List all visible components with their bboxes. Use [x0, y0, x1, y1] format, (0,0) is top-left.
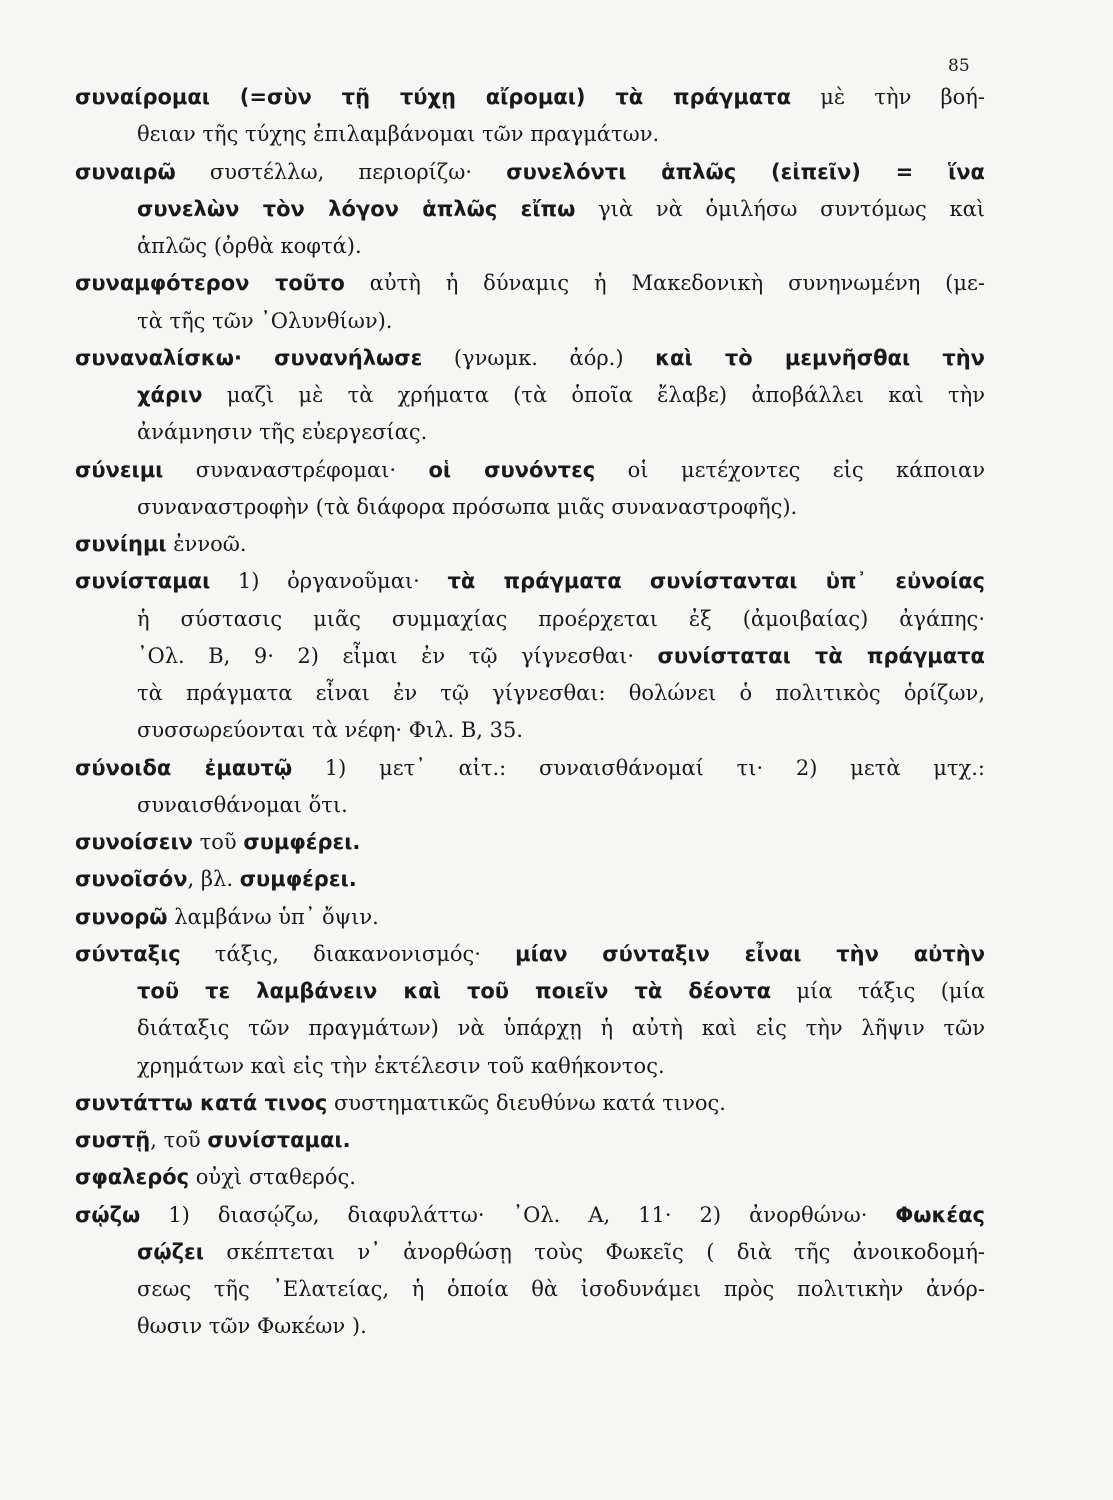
entry-continuation-line — [137, 979, 985, 1016]
dictionary-entries — [75, 85, 985, 1352]
entry-headword-line — [75, 756, 985, 793]
entry-continuation-line — [137, 718, 985, 755]
bold-term: συναναλίσκω· συνανήλωσε — [75, 345, 423, 370]
page-number: 85 — [948, 56, 970, 76]
definition-text: τοῦ — [192, 830, 244, 854]
entry-continuation-line — [137, 607, 985, 644]
bold-term: συναιρῶ — [75, 159, 176, 184]
entry-continuation-line — [137, 1054, 985, 1091]
bold-term: συνίσταται τὰ πράγματα — [657, 643, 985, 668]
bold-term: σύνειμι — [75, 457, 164, 482]
definition-text: , τοῦ — [150, 1128, 208, 1152]
entry-headword-line — [75, 830, 985, 867]
bold-term: σῴζω — [75, 1202, 141, 1227]
entry-headword-line — [75, 458, 985, 495]
definition-text: τὰ πράγματα εἶναι ἐν τῷ γίγνεσθαι: θολώνει ὁ πολιτικὸς ὁρίζων, — [137, 681, 985, 705]
definition-text: αὐτὴ ἡ δύναμις ἡ Μακεδονικὴ συνηνωμένη (με- — [344, 271, 985, 296]
entry-continuation-line — [137, 309, 985, 346]
definition-text: ἁπλῶς (ὀρθὰ κοφτά). — [137, 234, 362, 258]
entry-continuation-line — [137, 122, 985, 159]
entry-headword-line — [75, 271, 985, 308]
definition-text: θειαν τῆς τύχης ἐπιλαμβάνομαι τῶν πραγμάτων. — [137, 122, 660, 147]
bold-term: συναμφότερον τοῦτο — [75, 271, 345, 296]
entry-headword-line — [75, 160, 985, 197]
bold-term: συμφέρει. — [239, 867, 357, 892]
definition-text: συστέλλω, περιορίζω· — [175, 159, 507, 184]
bold-term: συστῇ — [75, 1128, 151, 1152]
entry-headword-line — [75, 346, 985, 383]
bold-term: συνελόντι ἁπλῶς (εἰπεῖν) = ἵνα — [506, 159, 985, 184]
definition-text: 1) διασῴζω, διαφυλάττω· ᾿Ολ. Α, 11· 2) ἀνορθώνω· — [140, 1202, 896, 1227]
bold-term: σῴζει — [137, 1239, 204, 1264]
definition-text: σεως τῆς ᾿Ελατείας, ἡ ὁποία θὰ ἰσοδυνάμει πρὸς πολιτικὴν ἀνόρ- — [137, 1277, 985, 1301]
definition-text: τὰ τῆς τῶν ᾿Ολυνθίων). — [137, 308, 393, 333]
definition-text: οὐχὶ σταθερός. — [189, 1165, 356, 1190]
entry-continuation-line — [137, 197, 985, 234]
definition-text: τάξις, διακανονισμός· — [180, 941, 516, 966]
bold-term: συνοίσειν — [75, 830, 193, 854]
entry-headword-line — [75, 1165, 985, 1202]
definition-text: , βλ. — [187, 867, 240, 892]
entry-headword-line — [75, 569, 985, 606]
definition-text: συναναστρέφομαι· — [163, 457, 429, 482]
definition-text: χρημάτων καὶ εἰς τὴν ἐκτέλεσιν τοῦ καθήκοντος. — [137, 1053, 665, 1078]
entry-continuation-line — [137, 681, 985, 718]
definition-text: συστηματικῶς διευθύνω κατά τινος. — [327, 1090, 726, 1115]
entry-headword-line — [75, 905, 985, 942]
entry-continuation-line — [137, 1016, 985, 1053]
entry-headword-line — [75, 867, 985, 904]
entry-continuation-line — [137, 1277, 985, 1314]
bold-term: καὶ τὸ μεμνῆσθαι τὴν — [655, 345, 985, 370]
bold-term: χάριν — [137, 383, 203, 407]
entry-headword-line — [75, 1203, 985, 1240]
definition-text: ἡ σύστασις μιᾶς συμμαχίας προέρχεται ἐξ (ἀμοιβαίας) ἀγάπης· — [137, 606, 985, 631]
definition-text: 1) ὀργανοῦμαι· — [210, 569, 448, 594]
definition-text: μία τάξις (μία — [771, 979, 985, 1003]
definition-text: θωσιν τῶν Φωκέων ). — [137, 1314, 367, 1339]
entry-continuation-line — [137, 793, 985, 830]
bold-term: συνίσταμαι. — [207, 1128, 351, 1152]
definition-text: μαζὶ μὲ τὰ χρήματα (τὰ ὁποῖα ἔλαβε) ἀποβάλλει καὶ τὴν — [202, 383, 985, 407]
bold-term: Φωκέας — [895, 1202, 985, 1227]
entry-continuation-line — [137, 383, 985, 420]
bold-term: συνελὼν τὸν λόγον ἁπλῶς εἴπω — [137, 196, 576, 221]
bold-term: συναίρομαι (=σὺν τῇ τύχῃ αἴρομαι) τὰ πράγματα — [75, 85, 792, 109]
definition-text: γιὰ νὰ ὁμιλήσω συντόμως καὶ — [575, 196, 985, 221]
definition-text: λαμβάνω ὑπ᾿ ὄψιν. — [167, 904, 379, 929]
entry-continuation-line — [137, 1240, 985, 1277]
bold-term: σύνοιδα ἐμαυτῷ — [75, 755, 293, 780]
definition-text: μὲ τὴν βοή- — [791, 85, 985, 109]
bold-term: σύνταξις — [75, 941, 181, 966]
definition-text: 1) μετ᾿ αἰτ.: συναισθάνομαί τι· 2) μετὰ μτχ.: — [292, 755, 985, 780]
bold-term: συντάττω κατά τινος — [75, 1090, 328, 1115]
bold-term: τὰ πράγματα συνίστανται ὑπ᾿ εὐνοίας — [447, 569, 985, 594]
bold-term: μίαν σύνταξιν εἶναι τὴν αὐτὴν — [515, 941, 985, 966]
bold-term: τοῦ τε λαμβάνειν καὶ τοῦ ποιεῖν τὰ δέοντα — [137, 979, 772, 1003]
entry-continuation-line — [137, 1314, 985, 1351]
definition-text: σκέπτεται ν᾿ ἀνορθώσῃ τοὺς Φωκεῖς ( διὰ τῆς ἀνοικοδομή- — [203, 1239, 985, 1264]
definition-text: ἀνάμνησιν τῆς εὐεργεσίας. — [137, 420, 428, 445]
entry-continuation-line — [137, 495, 985, 532]
definition-text: συσσωρεύονται τὰ νέφη· Φιλ. Β, 35. — [137, 718, 524, 743]
bold-term: συνοῖσόν — [75, 867, 188, 892]
entry-headword-line — [75, 85, 985, 122]
definition-text: ᾿Ολ. Β, 9· 2) εἶμαι ἐν τῷ γίγνεσθαι· — [137, 643, 658, 668]
definition-text: συναισθάνομαι ὅτι. — [137, 792, 348, 817]
bold-term: συνίημι — [75, 532, 167, 556]
definition-text: συναναστροφὴν (τὰ διάφορα πρόσωπα μιᾶς συναναστροφῆς). — [137, 494, 798, 519]
definition-text: διάταξις τῶν πραγμάτων) νὰ ὑπάρχῃ ἡ αὐτὴ καὶ εἰς τὴν λῆψιν τῶν — [137, 1016, 985, 1041]
bold-term: σφαλερός — [75, 1165, 190, 1190]
bold-term: συμφέρει. — [243, 830, 361, 854]
bold-term: συνίσταμαι — [75, 569, 211, 594]
entry-continuation-line — [137, 234, 985, 271]
entry-headword-line — [75, 1091, 985, 1128]
entry-headword-line — [75, 1128, 985, 1165]
definition-text: οἱ μετέχοντες εἰς κάποιαν — [595, 457, 985, 482]
entry-continuation-line — [137, 644, 985, 681]
entry-headword-line — [75, 942, 985, 979]
entry-headword-line — [75, 532, 985, 569]
bold-term: συνορῶ — [75, 904, 168, 929]
bold-term: οἱ συνόντες — [428, 457, 596, 482]
definition-text: ἐννοῶ. — [166, 532, 247, 556]
definition-text: (γνωμκ. ἀόρ.) — [422, 345, 656, 370]
entry-continuation-line — [137, 420, 985, 457]
